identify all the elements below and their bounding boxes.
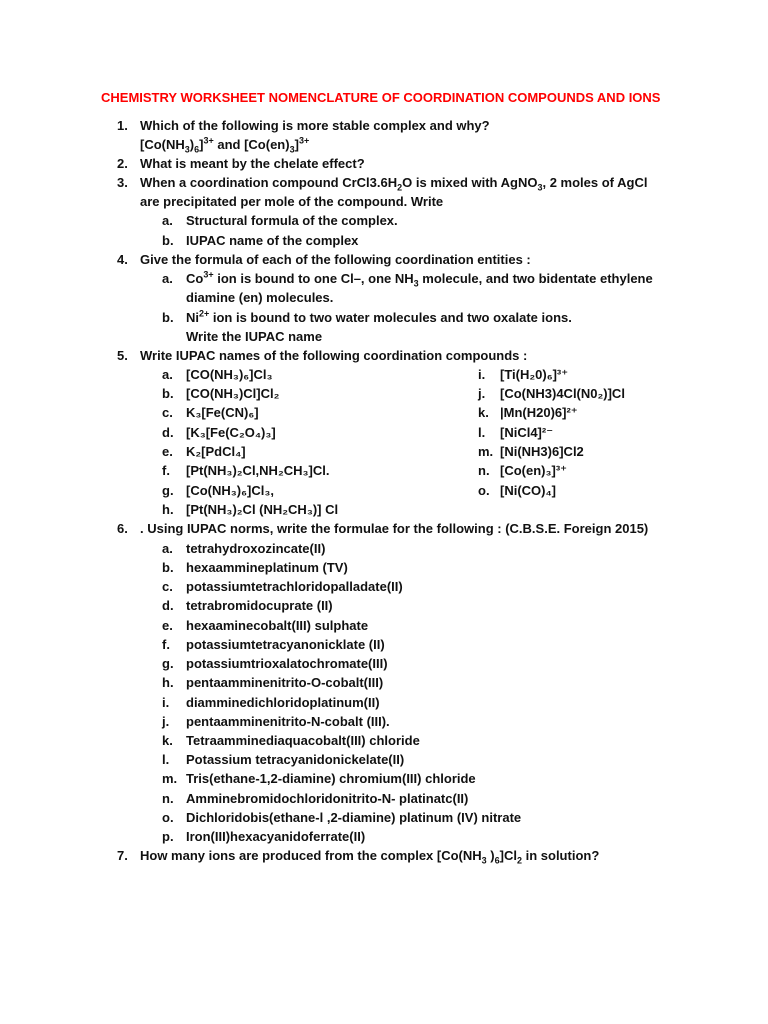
q3-text-line1: When a coordination compound $CrCl3.6H_2O$ is mixed with AgNO$_3$, 2 moles of AgCl: [140, 175, 648, 193]
q4b-text-line2: Write the IUPAC name: [186, 329, 323, 344]
q6-item-label: p.: [162, 829, 174, 844]
q1-number: 1.: [117, 118, 128, 133]
q6-item-text: pentaamminenitrito-O-cobalt(III): [186, 675, 384, 690]
q6-item-label: k.: [162, 733, 173, 748]
q5-right-label: k.: [478, 405, 489, 420]
q6-item-text: Tris(ethane-1,2-diamine) chromium(III) chloride: [186, 771, 476, 786]
q5-right-compound: [Co(NH3)4Cl(N0₂)]Cl: [500, 386, 625, 401]
q5-left-label: a.: [162, 367, 173, 382]
q5-right-label: l.: [478, 425, 486, 440]
q3-text-line2: are precipitated per mole of the compound. Write: [140, 194, 444, 209]
q6-item-text: hexaammineplatinum (TV): [186, 560, 348, 575]
q5-right-label: m.: [478, 444, 494, 459]
q6-item-label: j.: [162, 714, 170, 729]
q6-item-text: tetrahydroxozincate(II): [186, 541, 326, 556]
q6-item-label: o.: [162, 810, 174, 825]
q5-left-compound: [CO(NH₃)₆]Cl₃: [186, 367, 273, 382]
q2-number: 2.: [117, 156, 128, 171]
q6-item-text: pentaamminenitrito-N-cobalt (III).: [186, 714, 390, 729]
q6-item-text: potassiumtetrachloridopalladate(II): [186, 579, 403, 594]
q5-left-label: e.: [162, 444, 173, 459]
q5-left-label: h.: [162, 502, 174, 517]
q4a-text-line2: diamine (en) molecules.: [186, 290, 334, 305]
q3a-label: a.: [162, 213, 173, 228]
q5-left-label: f.: [162, 463, 170, 478]
q6-item-label: g.: [162, 656, 174, 671]
q6-item-text: Tetraamminediaquacobalt(III) chloride: [186, 733, 420, 748]
q6-item-label: m.: [162, 771, 178, 786]
q6-item-text: Iron(III)hexacyanidoferrate(II): [186, 829, 366, 844]
q2-text: What is meant by the chelate effect?: [140, 156, 365, 171]
q4b-label: b.: [162, 310, 174, 325]
q1-formula-line: $[Co(NH_3)_6]^{3+}$ and $[Co(en)_3]^{3+}$: [140, 135, 310, 155]
q5-left-label: d.: [162, 425, 174, 440]
q6-item-text: tetrabromidocuprate (II): [186, 598, 333, 613]
q7-text: How many ions are produced from the complex [$Co(NH_3$ )$_6]Cl_2$ in solution?: [140, 848, 600, 866]
q4-number: 4.: [117, 252, 128, 267]
q6-item-label: e.: [162, 618, 173, 633]
q5-right-label: n.: [478, 463, 490, 478]
q3a-text: Structural formula of the complex.: [186, 213, 398, 228]
q5-left-compound: [Pt(NH₃)₂Cl,NH₂CH₃]Cl.: [186, 463, 330, 478]
q5-left-compound: [CO(NH₃)Cl]Cl₂: [186, 386, 280, 401]
q5-left-compound: K₂[PdCl₄]: [186, 444, 246, 459]
q1-text: Which of the following is more stable complex and why?: [140, 118, 490, 133]
q6-item-label: n.: [162, 791, 174, 806]
q3-number: 3.: [117, 175, 128, 190]
q6-item-text: potassiumtetracyanonicklate (II): [186, 637, 385, 652]
q6-item-text: diamminedichloridoplatinum(II): [186, 695, 380, 710]
q5-number: 5.: [117, 348, 128, 363]
q5-left-label: g.: [162, 483, 174, 498]
q4a-label: a.: [162, 271, 173, 286]
q6-item-label: a.: [162, 541, 173, 556]
q3b-text: IUPAC name of the complex: [186, 233, 359, 248]
q6-text: . Using IUPAC norms, write the formulae for the following : (C.B.S.E. Foreign 2015): [140, 521, 649, 536]
q6-item-text: hexaaminecobalt(III) sulphate: [186, 618, 369, 633]
q5-right-compound: [Ti(H₂0)₆]³⁺: [500, 367, 569, 382]
q5-left-label: b.: [162, 386, 174, 401]
q5-left-compound: [Co(NH₃)₆]Cl₃,: [186, 483, 274, 498]
q5-right-label: j.: [478, 386, 486, 401]
q6-item-label: f.: [162, 637, 170, 652]
q5-left-compound: [K₃[Fe(C₂O₄)₃]: [186, 425, 276, 440]
q7-number: 7.: [117, 848, 128, 863]
q5-right-compound: [Ni(CO)₄]: [500, 483, 557, 498]
q6-item-text: Amminebromidochloridonitrito-N- platinatc(II): [186, 791, 469, 806]
q6-item-label: c.: [162, 579, 173, 594]
q6-item-text: potassiumtrioxalatochromate(III): [186, 656, 388, 671]
worksheet-title: CHEMISTRY WORKSHEET NOMENCLATURE OF COORDINATION COMPOUNDS AND IONS: [101, 90, 661, 105]
q5-left-label: c.: [162, 405, 173, 420]
q6-item-label: i.: [162, 695, 170, 710]
q5-right-label: o.: [478, 483, 490, 498]
q4b-text: $Ni^{2+}$ ion is bound to two water molecules and two oxalate ions.: [186, 308, 572, 325]
q6-item-label: b.: [162, 560, 174, 575]
q5-right-compound: |Mn(H20)6]²⁺: [500, 405, 578, 420]
q5-right-compound: [Co(en)₃]³⁺: [500, 463, 568, 478]
q6-item-text: Potassium tetracyanidonickelate(II): [186, 752, 405, 767]
q5-right-label: i.: [478, 367, 486, 382]
q6-item-label: l.: [162, 752, 170, 767]
q5-right-compound: [NiCl4]²⁻: [500, 425, 554, 440]
q3b-label: b.: [162, 233, 174, 248]
q6-item-label: d.: [162, 598, 174, 613]
q6-number: 6.: [117, 521, 128, 536]
q5-right-compound: [Ni(NH3)6]Cl2: [500, 444, 584, 459]
q4-text: Give the formula of each of the following coordination entities :: [140, 252, 531, 267]
q4a-text: $Co^{3+}$ ion is bound to one Cl–, one $NH_3$ molecule, and two bidentate ethylene: [186, 269, 653, 289]
q6-item-label: h.: [162, 675, 174, 690]
q5-text: Write IUPAC names of the following coordination compounds :: [140, 348, 528, 363]
q5-left-compound: [Pt(NH₃)₂Cl (NH₂CH₃)] Cl: [186, 502, 339, 517]
q5-left-compound: K₃[Fe(CN)₆]: [186, 405, 259, 420]
q6-item-text: Dichloridobis(ethane-l ,2-diamine) platinum (IV) nitrate: [186, 810, 522, 825]
